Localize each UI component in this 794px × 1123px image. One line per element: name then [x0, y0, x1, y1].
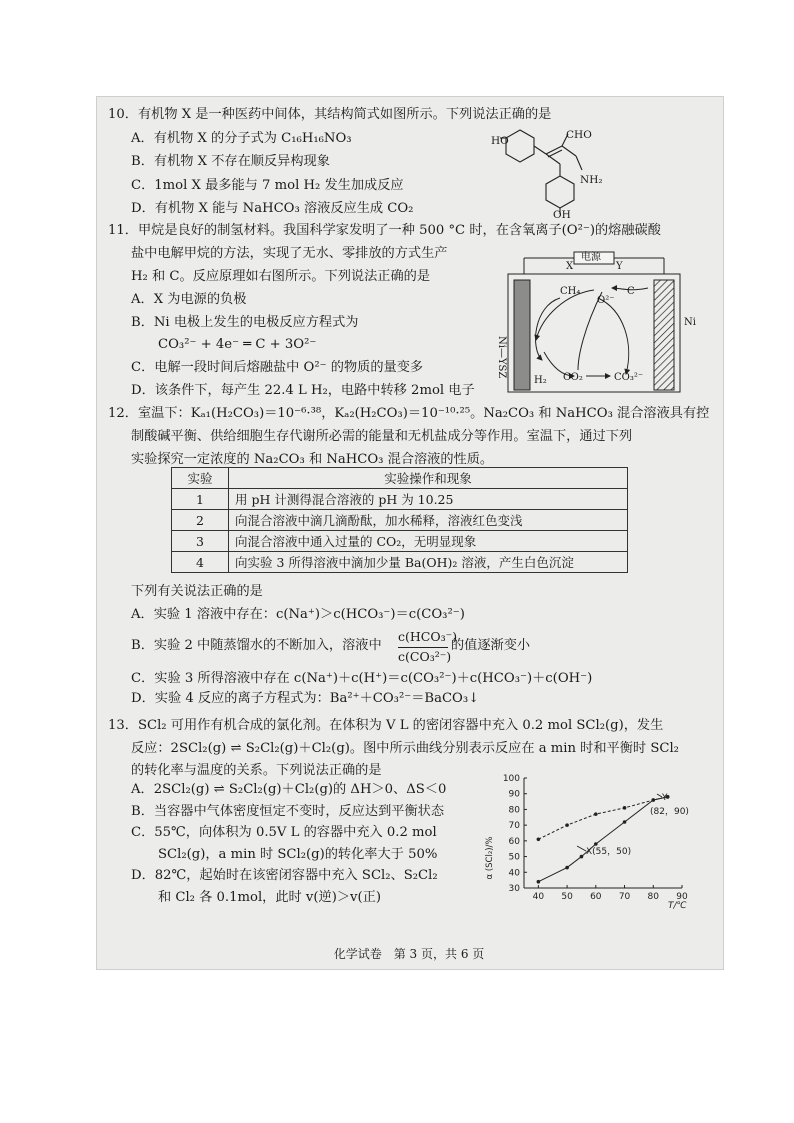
annotation-y-label: Y	[662, 793, 668, 803]
row-number: 2	[172, 510, 229, 531]
q13-option-b: B．当容器中气体密度恒定不变时，反应达到平衡状态	[131, 804, 445, 819]
q10-option-b: B．有机物 X 不存在顺反异构现象	[131, 154, 330, 169]
terminal-y-label: Y	[616, 261, 623, 272]
row-number: 1	[172, 489, 229, 510]
y-tick-label: 30	[508, 884, 520, 894]
row-text: 向实验 3 所得溶液中滴加少量 Ba(OH)₂ 溶液，产生白色沉淀	[229, 552, 628, 573]
q11-option-d: D．该条件下，每产生 22.4 L H₂，电路中转移 2mol 电子	[131, 383, 475, 398]
q12-option-c: C．实验 3 所得溶液中存在 c(Na⁺)＋c(H⁺)＝c(CO₃²⁻)＋c(HCO₃⁻)＋c(OH⁻)	[131, 671, 593, 686]
q13-option-c-cont: SCl₂(g)，a min 时 SCl₂(g)的转化率大于 50%	[158, 847, 438, 862]
q11-line2: 盐中电解甲烷的方法，实现了无水、零排放的方式生产	[131, 246, 448, 261]
struct-ho-label: HO	[491, 135, 509, 147]
row-number: 4	[172, 552, 229, 573]
q13-line2: 反应：2SCl₂(g) ⇌ S₂Cl₂(g)＋Cl₂(g)。图中所示曲线分别表示反应在 a min 时和平衡时 SCl₂	[131, 741, 679, 756]
y-tick-label: 40	[508, 868, 520, 879]
electrolysis-diagram	[494, 248, 694, 396]
carbon-label: C	[627, 286, 635, 297]
y-tick-label: 60	[508, 836, 520, 847]
q13-option-d-cont: 和 Cl₂ 各 0.1mol，此时 v(逆)＞v(正)	[158, 890, 381, 905]
x-tick-label: 60	[590, 892, 602, 902]
row-text: 向混合溶液中滴几滴酚酞，加水稀释，溶液红色变浅	[229, 510, 628, 531]
y-tick-label: 70	[508, 821, 520, 832]
annotation-arrow	[577, 846, 586, 851]
q10-stem: 10．有机物 X 是一种医药中间体，其结构简式如图所示。下列说法正确的是	[108, 107, 552, 122]
table-header: 实验	[172, 468, 229, 489]
co2-label: CO₂	[563, 372, 583, 383]
q10-option-d: D．有机物 X 能与 NaHCO₃ 溶液反应生成 CO₂	[131, 201, 414, 216]
x-tick-label: 50	[561, 892, 573, 902]
row-number: 3	[172, 531, 229, 552]
struct-nh2-label: NH₂	[580, 174, 603, 186]
q13-line1: 13．SCl₂ 可用作有机合成的氯化剂。在体积为 V L 的密闭容器中充入 0.2 mol SCl₂(g)，发生	[108, 718, 664, 733]
carbonate-label: CO₃²⁻	[614, 372, 644, 383]
q11-option-a: A．X 为电源的负极	[131, 292, 247, 307]
q10-option-a: A．有机物 X 的分子式为 C₁₆H₁₆NO₃	[131, 131, 352, 146]
x-tick-label: 90	[676, 892, 688, 902]
h2-label: H₂	[534, 375, 547, 386]
data-point	[580, 855, 584, 859]
q12-option-b-prefix: B．实验 2 中随蒸馏水的不断加入，溶液中	[131, 638, 382, 653]
table-row	[172, 531, 628, 552]
table-row	[172, 489, 628, 510]
q13-line3: 的转化率与温度的关系。下列说法正确的是	[131, 763, 382, 778]
annotation-x-point: X(55，50)	[586, 847, 632, 857]
table-row	[172, 552, 628, 573]
x-tick-label: 70	[618, 892, 631, 902]
q13-option-c: C．55℃，向体积为 0.5V L 的容器中充入 0.2 mol	[131, 825, 437, 840]
data-point	[623, 820, 627, 824]
conversion-chart	[482, 772, 694, 912]
row-text: 向混合溶液中通入过量的 CO₂，无明显现象	[229, 531, 628, 552]
page-footer: 化学试卷 第 3 页，共 6 页	[333, 947, 485, 961]
q11-option-b: B．Ni 电极上发生的电极反应方程式为	[131, 315, 359, 330]
power-source-label: 电源	[581, 252, 601, 263]
q12-line1: 12．室温下：Kₐ₁(H₂CO₃)＝10⁻⁶·³⁸，Kₐ₂(H₂CO₃)＝10⁻¹⁰·²⁵。Na₂CO₃ 和 NaHCO₃ 混合溶液具有控	[108, 406, 710, 421]
annotation-y-point: (82，90)	[650, 807, 689, 817]
terminal-x-label: X	[566, 261, 574, 272]
x-tick-label: 80	[647, 892, 659, 902]
fraction-denominator: c(CO₃²⁻)	[398, 649, 452, 664]
y-tick-label: 80	[508, 805, 520, 816]
data-point	[594, 812, 598, 816]
table-header: 实验操作和现象	[229, 468, 628, 489]
y-tick-label: 50	[508, 852, 520, 863]
q12-option-b-suffix: 的值逐渐变小	[451, 638, 531, 653]
oxide-ion-label: O²⁻	[597, 295, 615, 306]
y-tick-label: 90	[508, 789, 520, 800]
q11-line1: 11．甲烷是良好的制氢材料。我国科学家发明了一种 500 °C 时，在含氧离子(O²⁻)的熔融碳酸	[108, 223, 661, 238]
ni-ysz-electrode-label: Ni—YSZ	[496, 336, 507, 379]
struct-oh-label: OH	[553, 209, 571, 221]
ni-electrode-label: Ni	[684, 317, 696, 328]
table-row	[172, 510, 628, 531]
q12-prompt: 下列有关说法正确的是	[131, 584, 263, 599]
data-point	[565, 823, 569, 827]
experiment-table	[171, 467, 628, 573]
data-point	[537, 880, 541, 884]
q13-option-a: A．2SCl₂(g) ⇌ S₂Cl₂(g)＋Cl₂(g)的 ΔH＞0、ΔS＜0	[131, 782, 447, 797]
q13-option-d: D．82℃，起始时在该密闭容器中充入 SCl₂、S₂Cl₂	[131, 868, 438, 883]
table-header-row	[172, 468, 628, 489]
y-axis-label: α (SCl₂)/%	[485, 836, 495, 880]
q11-option-b-equation: CO₃²⁻ + 4e⁻ ═ C + 3O²⁻	[158, 337, 317, 352]
row-text: 用 pH 计测得混合溶液的 pH 为 10.25	[229, 489, 628, 510]
q12-line2: 制酸碱平衡、供给细胞生存代谢所必需的能量和无机盐成分等作用。室温下，通过下列	[131, 429, 633, 444]
data-point	[651, 798, 655, 802]
data-point	[537, 837, 541, 841]
series-line-2	[538, 797, 667, 882]
data-point	[623, 806, 627, 810]
q12-option-a: A．实验 1 溶液中存在：c(Na⁺)＞c(HCO₃⁻)＝c(CO₃²⁻)	[131, 607, 465, 622]
fraction-numerator: c(HCO₃⁻)	[398, 629, 458, 644]
x-tick-label: 40	[532, 892, 545, 902]
data-point	[594, 842, 598, 846]
q10-option-c: C．1mol X 最多能与 7 mol H₂ 发生加成反应	[131, 178, 404, 193]
ch4-label: CH₄	[560, 286, 581, 297]
q12-option-d: D．实验 4 反应的离子方程式为：Ba²⁺＋CO₃²⁻＝BaCO₃↓	[131, 691, 480, 706]
y-tick-label: 100	[502, 774, 520, 784]
q11-option-c: C．电解一段时间后熔融盐中 O²⁻ 的物质的量变多	[131, 360, 424, 375]
q11-line3: H₂ 和 C。反应原理如右图所示。下列说法正确的是	[131, 269, 431, 284]
q12-line3: 实验探究一定浓度的 Na₂CO₃ 和 NaHCO₃ 混合溶液的性质。	[131, 452, 494, 467]
x-axis-label: T/℃	[668, 901, 687, 911]
data-point	[565, 866, 569, 870]
struct-cho-label: CHO	[566, 129, 592, 141]
